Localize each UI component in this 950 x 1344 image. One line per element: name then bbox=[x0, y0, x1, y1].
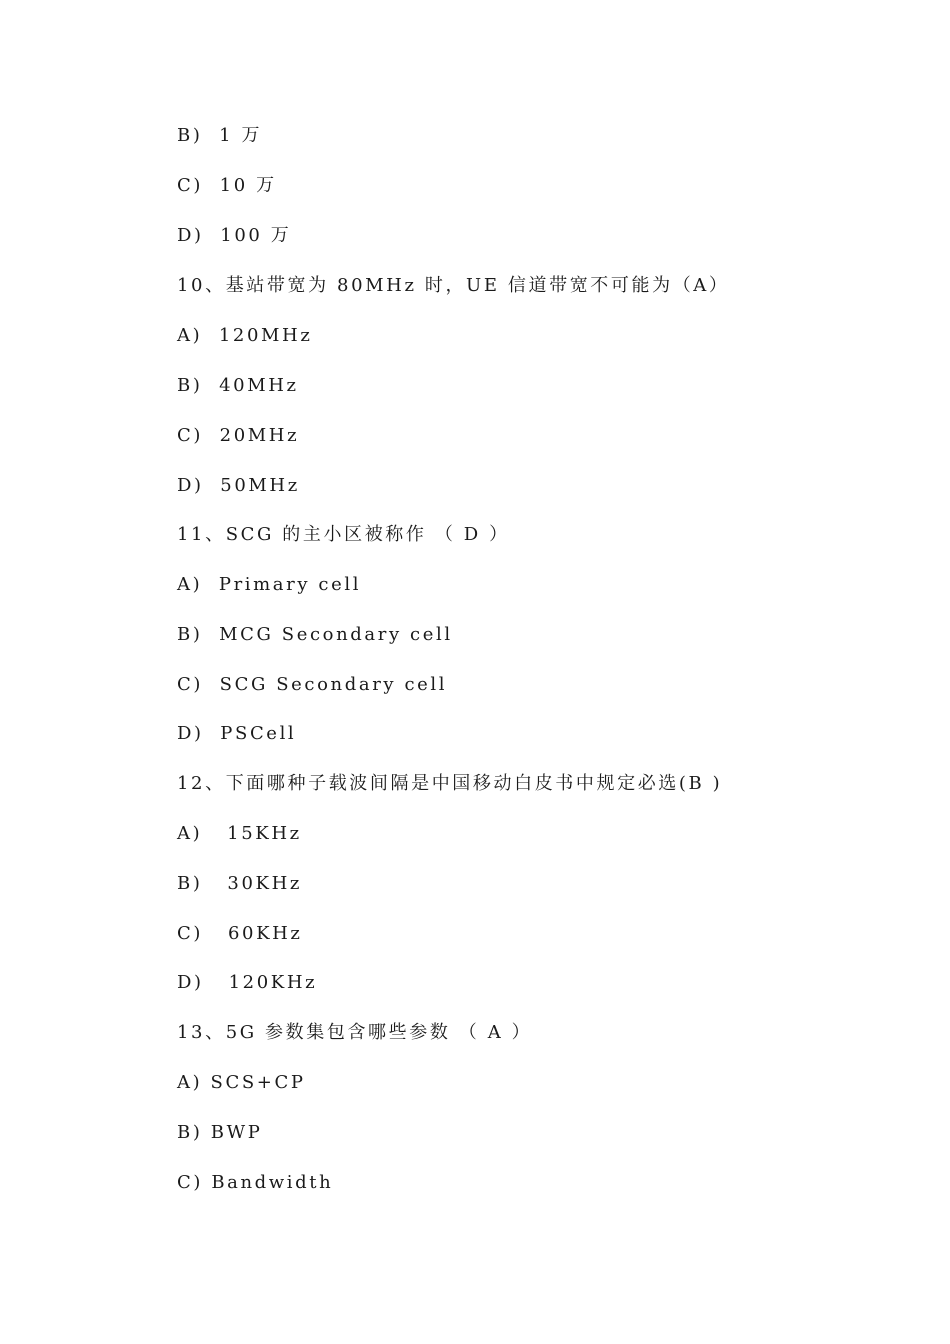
q13-option-b: B) BWP bbox=[177, 1122, 263, 1143]
q13-option-c: C) Bandwidth bbox=[177, 1172, 334, 1193]
q12-option-a: A) 15KHz bbox=[177, 823, 302, 844]
q11-option-c: C) SCG Secondary cell bbox=[177, 674, 448, 695]
q10-question: 10、基站带宽为 80MHz 时，UE 信道带宽不可能为（A） bbox=[177, 275, 730, 296]
q12-option-d: D) 120KHz bbox=[177, 972, 318, 993]
q10-option-a: A) 120MHz bbox=[177, 325, 313, 346]
q9-option-d: D) 100 万 bbox=[177, 225, 292, 246]
q10-option-c: C) 20MHz bbox=[177, 425, 300, 446]
q11-option-b: B) MCG Secondary cell bbox=[177, 624, 453, 645]
q13-question: 13、5G 参数集包含哪些参数 （ A ） bbox=[177, 1022, 533, 1043]
q9-option-c: C) 10 万 bbox=[177, 175, 277, 196]
q11-option-a: A) Primary cell bbox=[177, 574, 362, 595]
q13-option-a: A) SCS+CP bbox=[177, 1072, 306, 1093]
q11-question: 11、SCG 的主小区被称作 （ D ） bbox=[177, 524, 510, 545]
q10-option-b: B) 40MHz bbox=[177, 375, 299, 396]
q12-option-b: B) 30KHz bbox=[177, 873, 302, 894]
q9-option-b: B) 1 万 bbox=[177, 125, 263, 146]
q11-option-d: D) PSCell bbox=[177, 723, 297, 744]
q12-question: 12、下面哪种子载波间隔是中国移动白皮书中规定必选(B ) bbox=[177, 773, 723, 794]
q10-option-d: D) 50MHz bbox=[177, 475, 300, 496]
q12-option-c: C) 60KHz bbox=[177, 923, 303, 944]
